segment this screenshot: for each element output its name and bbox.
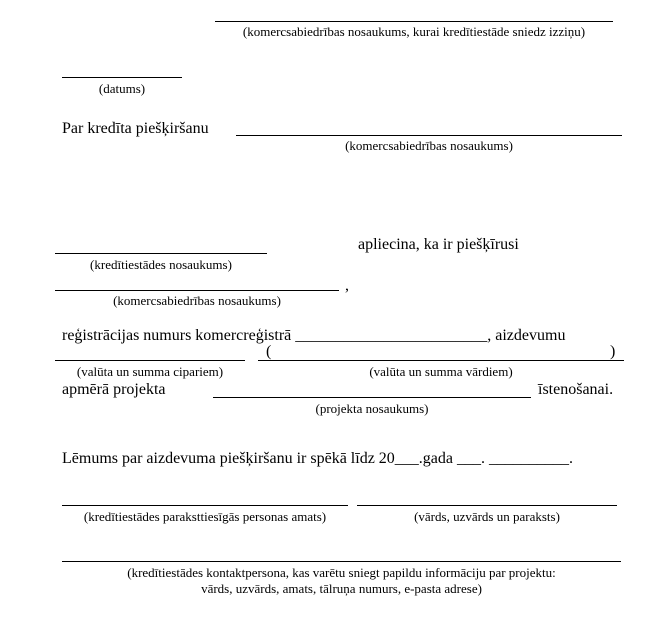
project-name-line[interactable]	[213, 397, 531, 398]
project-name-caption: (projekta nosaukums)	[315, 401, 429, 416]
bank-name-line[interactable]	[55, 253, 267, 254]
recipient-caption: (komercsabiedrības nosaukums, kurai kredītiestāde sniedz izziņu)	[242, 24, 586, 39]
position-line[interactable]	[62, 505, 348, 506]
amount-words-caption: (valūta un summa vārdiem)	[369, 364, 513, 379]
amount-words-open-paren: (	[266, 343, 272, 360]
contact-line[interactable]	[62, 561, 621, 562]
comma: ,	[345, 277, 349, 294]
subject-company-line[interactable]	[236, 135, 622, 136]
amount-suffix: īstenošanai.	[538, 381, 614, 398]
position-caption: (kredītiestādes paraksttiesīgās personas amats)	[83, 509, 327, 524]
amount-digits-caption: (valūta un summa cipariem)	[76, 364, 224, 379]
company-name-caption: (komercsabiedrības nosaukums)	[113, 293, 281, 308]
bank-name-caption: (kredītiestādes nosaukums)	[90, 257, 232, 272]
company-name-line[interactable]	[55, 290, 339, 291]
name-signature-line[interactable]	[357, 505, 617, 506]
date-caption: (datums)	[98, 81, 146, 96]
name-signature-caption: (vārds, uzvārds un paraksts)	[414, 509, 560, 524]
contact-caption-line1: (kredītiestādes kontaktpersona, kas varētu sniegt papildu informāciju par projektu:	[127, 565, 556, 580]
decision-text: Lēmums par aizdevuma piešķiršanu ir spēkā līdz 20___.gada ___. __________.	[62, 450, 573, 467]
confirms-text: apliecina, ka ir piešķīrusi	[358, 236, 519, 253]
registration-text: reģistrācijas numurs komercreģistrā ________________________, aizdevumu	[62, 327, 566, 344]
amount-prefix: apmērā projekta	[62, 381, 166, 398]
contact-caption-line2: vārds, uzvārds, amats, tālruņa numurs, e-pasta adrese)	[201, 581, 482, 596]
subject-label: Par kredīta piešķiršanu	[62, 120, 209, 137]
amount-words-close-paren: )	[610, 343, 616, 360]
recipient-line[interactable]	[215, 21, 613, 22]
date-line[interactable]	[62, 77, 182, 78]
amount-digits-line[interactable]	[55, 360, 245, 361]
subject-company-caption: (komercsabiedrības nosaukums)	[345, 138, 513, 153]
amount-words-line[interactable]	[258, 360, 624, 361]
